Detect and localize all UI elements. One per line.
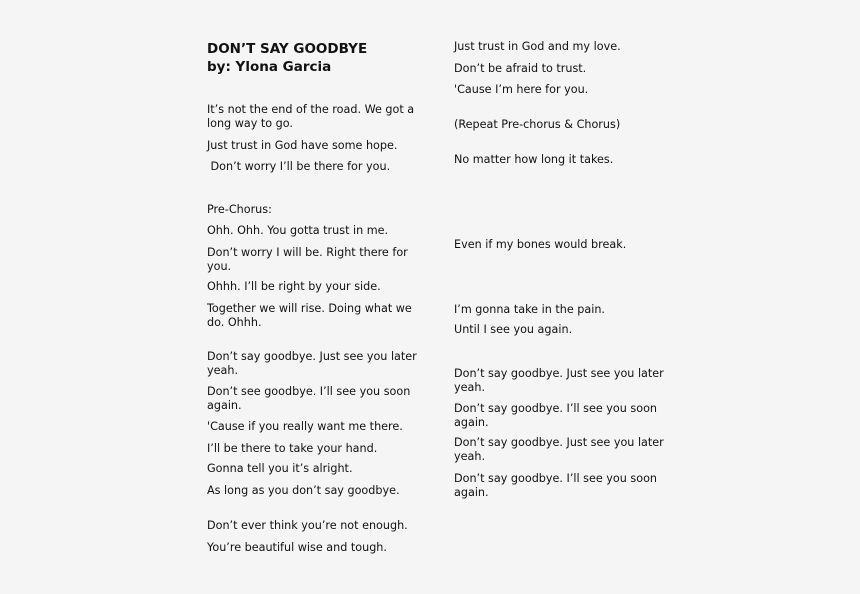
song-title: DON’T SAY GOODBYE bbox=[207, 41, 368, 57]
lyric-line: Don’t worry I will be. Right there for you. bbox=[207, 246, 408, 273]
lyric-line: Just trust in God and my love. bbox=[454, 40, 621, 53]
lyric-line: Just trust in God have some hope. bbox=[207, 139, 398, 152]
lyric-line: Don’t say goodbye. I’ll see you soon again. bbox=[454, 402, 658, 429]
song-author: by: Ylona Garcia bbox=[207, 59, 332, 75]
lyric-line: You’re beautiful wise and tough. bbox=[207, 541, 387, 554]
lyric-line: Don’t say goodbye. Just see you later yeah. bbox=[454, 367, 664, 394]
lyric-line: Don’t be afraid to trust. bbox=[454, 62, 587, 75]
lyric-line: 'Cause if you really want me there. bbox=[207, 420, 403, 433]
lyric-line: Don’t say goodbye. Just see you later yeah. bbox=[454, 436, 664, 463]
song-title-block bbox=[207, 40, 367, 76]
section-label: (Repeat Pre-chorus & Chorus) bbox=[454, 118, 621, 131]
section-label: Pre-Chorus: bbox=[207, 203, 272, 216]
lyric-line: Even if my bones would break. bbox=[454, 238, 627, 251]
lyric-line: Ohh. Ohh. You gotta trust in me. bbox=[207, 224, 389, 237]
lyric-line: Until I see you again. bbox=[454, 323, 573, 336]
lyric-line: It’s not the end of the road. We got a long way to go. bbox=[207, 103, 415, 130]
lyric-line: I’m gonna take in the pain. bbox=[454, 303, 605, 316]
lyric-line: Don’t say goodbye. Just see you later yeah. bbox=[207, 350, 417, 377]
lyric-line: Don’t worry I’ll be there for you. bbox=[207, 160, 391, 173]
lyric-line: Don’t say goodbye. I’ll see you soon again. bbox=[454, 472, 658, 499]
lyric-line: Don’t ever think you’re not enough. bbox=[207, 519, 408, 532]
lyric-line: No matter how long it takes. bbox=[454, 153, 614, 166]
lyric-line: As long as you don’t say goodbye. bbox=[207, 484, 400, 497]
lyric-line: Ohhh. I’ll be right by your side. bbox=[207, 280, 381, 293]
lyric-line: Don’t see goodbye. I’ll see you soon again. bbox=[207, 385, 411, 412]
lyric-line: Gonna tell you it’s alright. bbox=[207, 462, 353, 475]
lyric-line: 'Cause I’m here for you. bbox=[454, 83, 589, 96]
lyric-line: Together we will rise. Doing what we do. Ohhh. bbox=[207, 302, 412, 329]
lyric-line: I’ll be there to take your hand. bbox=[207, 442, 378, 455]
